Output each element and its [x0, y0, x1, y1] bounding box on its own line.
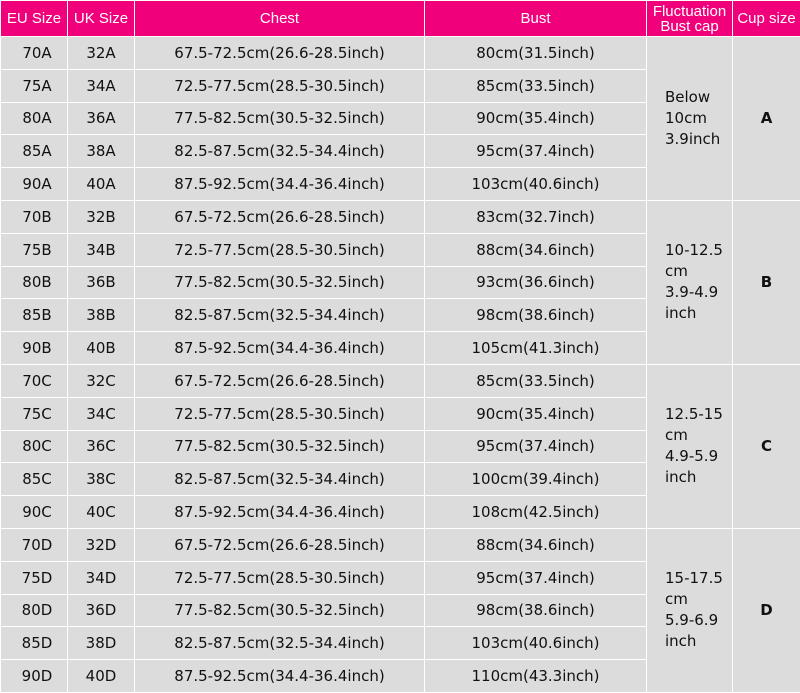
cell-eu-size: 80B: [1, 266, 68, 299]
cell-chest: 82.5-87.5cm(32.5-34.4inch): [135, 463, 425, 496]
header-bust: Bust: [425, 1, 647, 37]
table-row: [1, 37, 800, 70]
cell-chest: 82.5-87.5cm(32.5-34.4inch): [135, 299, 425, 332]
cell-eu-size: 80A: [1, 102, 68, 135]
fluctuation-line: 3.9inch: [665, 129, 732, 150]
fluctuation-line: cm: [665, 589, 732, 610]
cell-eu-size: 70D: [1, 528, 68, 561]
cell-uk-size: 36C: [68, 430, 135, 463]
cell-uk-size: 38D: [68, 627, 135, 660]
cell-chest: 87.5-92.5cm(34.4-36.4inch): [135, 332, 425, 365]
cell-uk-size: 34C: [68, 397, 135, 430]
cell-eu-size: 90A: [1, 168, 68, 201]
cell-uk-size: 38C: [68, 463, 135, 496]
fluctuation-line: inch: [665, 467, 732, 488]
cell-uk-size: 36B: [68, 266, 135, 299]
cell-eu-size: 70B: [1, 200, 68, 233]
table-row: [1, 528, 800, 561]
cell-uk-size: 32D: [68, 528, 135, 561]
cell-chest: 67.5-72.5cm(26.6-28.5inch): [135, 528, 425, 561]
cell-uk-size: 36A: [68, 102, 135, 135]
cell-bust: 108cm(42.5inch): [425, 496, 647, 529]
cell-eu-size: 85D: [1, 627, 68, 660]
fluctuation-line: 3.9-4.9: [665, 282, 732, 303]
cell-uk-size: 40B: [68, 332, 135, 365]
size-chart-body: [1, 37, 800, 693]
cell-bust: 110cm(43.3inch): [425, 660, 647, 693]
cell-uk-size: 40C: [68, 496, 135, 529]
cell-eu-size: 70C: [1, 364, 68, 397]
cell-eu-size: 75D: [1, 561, 68, 594]
header-cup-size: Cup size: [733, 1, 800, 37]
header-uk-size: UK Size: [68, 1, 135, 37]
cell-eu-size: 90C: [1, 496, 68, 529]
cell-bust: 88cm(34.6inch): [425, 233, 647, 266]
fluctuation-line: cm: [665, 261, 732, 282]
cell-eu-size: 80C: [1, 430, 68, 463]
cell-eu-size: 85B: [1, 299, 68, 332]
header-row: [1, 1, 800, 37]
fluctuation-line: Below: [665, 87, 732, 108]
cell-bust: 100cm(39.4inch): [425, 463, 647, 496]
cell-chest: 67.5-72.5cm(26.6-28.5inch): [135, 37, 425, 70]
cell-chest: 77.5-82.5cm(30.5-32.5inch): [135, 430, 425, 463]
cell-bust: 85cm(33.5inch): [425, 364, 647, 397]
cell-bust: 95cm(37.4inch): [425, 135, 647, 168]
cell-eu-size: 80D: [1, 594, 68, 627]
cell-cup-size: D: [733, 528, 800, 692]
header-eu-size: EU Size: [1, 1, 68, 37]
fluctuation-line: 10-12.5: [665, 240, 732, 261]
fluctuation-line: 10cm: [665, 108, 732, 129]
fluctuation-line: 12.5-15: [665, 404, 732, 425]
cell-chest: 82.5-87.5cm(32.5-34.4inch): [135, 135, 425, 168]
cell-eu-size: 75B: [1, 233, 68, 266]
cell-bust: 103cm(40.6inch): [425, 168, 647, 201]
cell-eu-size: 85A: [1, 135, 68, 168]
cell-uk-size: 34A: [68, 69, 135, 102]
cell-eu-size: 75A: [1, 69, 68, 102]
cell-chest: 72.5-77.5cm(28.5-30.5inch): [135, 561, 425, 594]
cell-chest: 77.5-82.5cm(30.5-32.5inch): [135, 102, 425, 135]
cell-chest: 87.5-92.5cm(34.4-36.4inch): [135, 168, 425, 201]
cell-fluctuation-bust-cap: [647, 364, 733, 528]
cell-uk-size: 34D: [68, 561, 135, 594]
cell-uk-size: 40D: [68, 660, 135, 693]
cell-chest: 82.5-87.5cm(32.5-34.4inch): [135, 627, 425, 660]
cell-chest: 72.5-77.5cm(28.5-30.5inch): [135, 397, 425, 430]
cell-chest: 87.5-92.5cm(34.4-36.4inch): [135, 496, 425, 529]
cell-bust: 98cm(38.6inch): [425, 594, 647, 627]
cell-chest: 77.5-82.5cm(30.5-32.5inch): [135, 594, 425, 627]
cell-uk-size: 32A: [68, 37, 135, 70]
cell-bust: 93cm(36.6inch): [425, 266, 647, 299]
cell-chest: 77.5-82.5cm(30.5-32.5inch): [135, 266, 425, 299]
cell-eu-size: 75C: [1, 397, 68, 430]
cell-uk-size: 34B: [68, 233, 135, 266]
header-chest: Chest: [135, 1, 425, 37]
cell-bust: 83cm(32.7inch): [425, 200, 647, 233]
table-row: [1, 364, 800, 397]
cell-uk-size: 40A: [68, 168, 135, 201]
fluctuation-line: 4.9-5.9: [665, 446, 732, 467]
fluctuation-line: inch: [665, 303, 732, 324]
cell-bust: 85cm(33.5inch): [425, 69, 647, 102]
fluctuation-line: 15-17.5: [665, 568, 732, 589]
cell-uk-size: 38A: [68, 135, 135, 168]
cell-eu-size: 90B: [1, 332, 68, 365]
cell-bust: 95cm(37.4inch): [425, 430, 647, 463]
cell-eu-size: 90D: [1, 660, 68, 693]
cell-uk-size: 38B: [68, 299, 135, 332]
cell-cup-size: A: [733, 37, 800, 201]
cell-bust: 90cm(35.4inch): [425, 102, 647, 135]
cell-cup-size: C: [733, 364, 800, 528]
cell-fluctuation-bust-cap: [647, 528, 733, 692]
cell-chest: 72.5-77.5cm(28.5-30.5inch): [135, 233, 425, 266]
fluctuation-line: cm: [665, 425, 732, 446]
cell-cup-size: B: [733, 200, 800, 364]
cell-uk-size: 32B: [68, 200, 135, 233]
fluctuation-line: inch: [665, 631, 732, 652]
cell-fluctuation-bust-cap: [647, 37, 733, 201]
cell-bust: 90cm(35.4inch): [425, 397, 647, 430]
cell-eu-size: 70A: [1, 37, 68, 70]
table-row: [1, 200, 800, 233]
cell-eu-size: 85C: [1, 463, 68, 496]
cell-chest: 87.5-92.5cm(34.4-36.4inch): [135, 660, 425, 693]
cell-bust: 98cm(38.6inch): [425, 299, 647, 332]
cell-chest: 67.5-72.5cm(26.6-28.5inch): [135, 364, 425, 397]
cell-bust: 95cm(37.4inch): [425, 561, 647, 594]
cell-uk-size: 32C: [68, 364, 135, 397]
fluctuation-line: 5.9-6.9: [665, 610, 732, 631]
cell-bust: 80cm(31.5inch): [425, 37, 647, 70]
cell-uk-size: 36D: [68, 594, 135, 627]
header-fluctuation-bust-cap: Fluctuation Bust cap: [647, 1, 733, 37]
cell-bust: 105cm(41.3inch): [425, 332, 647, 365]
cell-fluctuation-bust-cap: [647, 200, 733, 364]
cell-bust: 103cm(40.6inch): [425, 627, 647, 660]
cell-bust: 88cm(34.6inch): [425, 528, 647, 561]
cell-chest: 67.5-72.5cm(26.6-28.5inch): [135, 200, 425, 233]
cell-chest: 72.5-77.5cm(28.5-30.5inch): [135, 69, 425, 102]
